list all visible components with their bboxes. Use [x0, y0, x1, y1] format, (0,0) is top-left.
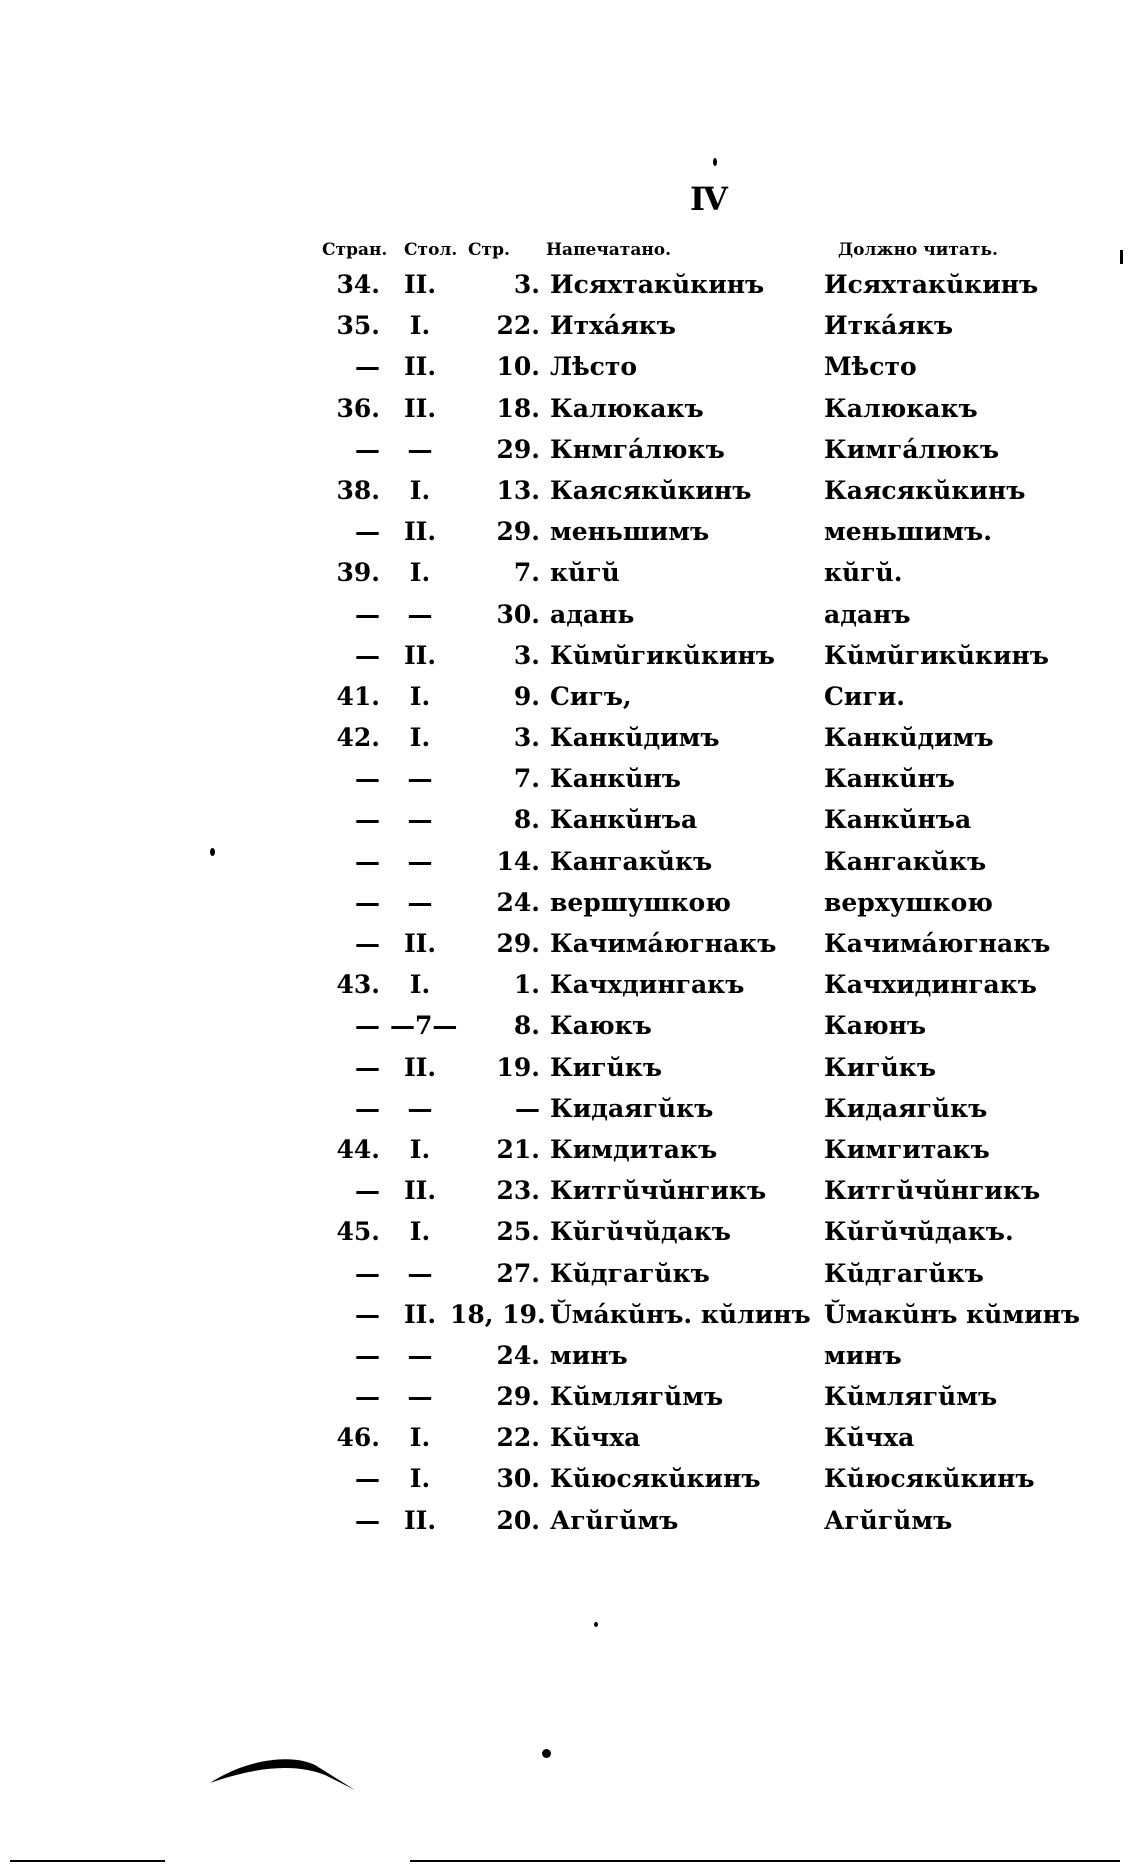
row-line: 3.	[513, 723, 540, 753]
row-line: 30.	[496, 599, 540, 629]
row-should-read: Иткáякъ	[824, 311, 954, 341]
row-line: 19.	[496, 1052, 540, 1082]
row-should-read: Исяхтакŭкинъ	[824, 270, 1039, 299]
errata-row	[318, 970, 1058, 1011]
row-page-number: 36.	[336, 393, 380, 423]
row-line: —	[515, 1093, 540, 1123]
row-line: 13.	[496, 475, 540, 505]
row-column: —	[407, 1258, 433, 1288]
row-printed: Качхдингакъ	[550, 970, 745, 1000]
row-should-read: Кŭмŭгикŭкинъ	[824, 640, 1049, 670]
row-printed: Калюкакъ	[550, 393, 704, 423]
row-printed: Лѣсто	[550, 352, 638, 382]
errata-row	[318, 270, 1058, 311]
errata-row	[318, 1011, 1058, 1052]
row-line: 24.	[496, 887, 540, 917]
header-page: Стран.	[322, 240, 388, 260]
row-should-read: Канкŭдимъ	[824, 723, 994, 753]
row-column: —	[407, 599, 433, 629]
row-line: 29.	[496, 434, 540, 464]
row-column: II.	[403, 1299, 437, 1329]
row-column: —	[407, 887, 433, 917]
row-column: —	[407, 1382, 433, 1412]
row-should-read: Кŭюсякŭкинъ	[824, 1464, 1035, 1494]
row-column: I.	[409, 1217, 431, 1247]
header-printed: Напечатано.	[546, 240, 672, 260]
row-printed: Кангакŭкъ	[550, 846, 713, 876]
errata-row	[318, 888, 1058, 929]
page-number: IV	[690, 180, 726, 218]
errata-row	[318, 1176, 1058, 1217]
row-should-read: Канкŭнъ	[824, 764, 955, 794]
row-line: 25.	[496, 1217, 540, 1247]
errata-rows	[318, 270, 1081, 1547]
row-should-read: Кимгáлюкъ	[824, 434, 1000, 464]
row-column: I.	[409, 1464, 431, 1494]
row-line: 21.	[496, 1134, 540, 1164]
ink-speck	[542, 1749, 551, 1758]
ink-flourish-icon	[205, 1735, 375, 1795]
row-printed: Кигŭкъ	[550, 1052, 663, 1082]
row-page-number: —	[355, 764, 380, 794]
row-should-read: Качхидингакъ	[824, 970, 1037, 1000]
errata-row	[318, 1135, 1058, 1176]
row-line: 20.	[496, 1505, 540, 1535]
errata-row	[318, 1259, 1058, 1300]
errata-row	[318, 641, 1058, 682]
row-page-number: —	[355, 640, 380, 670]
row-should-read: верхушкою	[824, 887, 993, 917]
row-page-number: —	[355, 1382, 380, 1412]
row-line: 29.	[496, 517, 540, 547]
row-printed: Итхáякъ	[550, 311, 676, 341]
row-column: I.	[409, 1134, 431, 1164]
bottom-rule-left	[10, 1860, 165, 1862]
errata-header-row	[318, 240, 1058, 270]
row-page-number: —	[355, 599, 380, 629]
row-line: 8.	[513, 1011, 540, 1041]
row-page-number: 44.	[336, 1134, 380, 1164]
row-printed: Ŭмáкŭнъ. кŭлинъ	[550, 1299, 811, 1329]
row-column: II.	[403, 1505, 437, 1535]
row-page-number: —	[355, 1464, 380, 1494]
row-printed: Кŭюсякŭкинъ	[550, 1464, 761, 1494]
header-read: Должно читать.	[838, 240, 998, 260]
header-column: Стол.	[404, 240, 458, 260]
row-line: 8.	[513, 805, 540, 835]
row-line: 7.	[513, 558, 540, 588]
row-page-number: —	[355, 1340, 380, 1370]
row-should-read: Ŭмакŭнъ кŭминъ	[824, 1299, 1081, 1329]
row-should-read: аданъ	[824, 599, 911, 629]
ink-speck	[1120, 250, 1123, 264]
row-column: II.	[403, 270, 437, 299]
row-column: II.	[403, 929, 437, 958]
row-page-number: 45.	[336, 1217, 380, 1247]
row-printed: Китгŭчŭнгикъ	[550, 1176, 767, 1206]
row-line: 29.	[496, 929, 540, 958]
row-line: 24.	[496, 1340, 540, 1370]
row-should-read: минъ	[824, 1340, 902, 1370]
row-printed: Кŭчха	[550, 1423, 641, 1453]
errata-row	[318, 435, 1058, 476]
row-line: 14.	[496, 846, 540, 876]
row-column: I.	[409, 311, 431, 341]
errata-row	[318, 600, 1058, 641]
errata-row	[318, 476, 1058, 517]
row-should-read: меньшимъ.	[824, 517, 992, 547]
row-printed: Кидаягŭкъ	[550, 1093, 714, 1123]
errata-row	[318, 1094, 1058, 1135]
errata-row	[318, 352, 1058, 393]
row-column: I.	[409, 1423, 431, 1453]
row-printed: Кŭмлягŭмъ	[550, 1382, 724, 1412]
row-column: —	[407, 1093, 433, 1123]
row-line: 9.	[513, 681, 540, 711]
row-should-read: Кŭгŭчŭдакъ.	[824, 1217, 1014, 1247]
row-column: —	[407, 1340, 433, 1370]
row-printed: Каюкъ	[550, 1011, 652, 1041]
row-should-read: Китгŭчŭнгикъ	[824, 1176, 1041, 1206]
row-column: II.	[403, 352, 437, 382]
row-line: 3.	[513, 270, 540, 299]
row-should-read: Кангакŭкъ	[824, 846, 987, 876]
row-printed: Кŭдгагŭкъ	[550, 1258, 710, 1288]
row-page-number: —	[355, 929, 380, 958]
row-column: I.	[409, 723, 431, 753]
row-page-number: —	[355, 1505, 380, 1535]
ink-speck	[713, 158, 717, 166]
row-column: I.	[409, 970, 431, 1000]
row-printed: минъ	[550, 1340, 628, 1370]
ink-speck	[594, 1622, 598, 1627]
row-page-number: —	[355, 1176, 380, 1206]
row-column: I.	[409, 475, 431, 505]
row-should-read: Качимáюгнакъ	[824, 929, 1051, 958]
row-printed: Кŭмŭгикŭкинъ	[550, 640, 775, 670]
errata-row	[318, 1382, 1058, 1423]
errata-row	[318, 805, 1058, 846]
row-page-number: —	[355, 846, 380, 876]
row-should-read: Кŭдгагŭкъ	[824, 1258, 984, 1288]
row-column: II.	[403, 393, 437, 423]
row-page-number: —	[355, 352, 380, 382]
errata-row	[318, 1217, 1058, 1258]
row-should-read: Кŭчха	[824, 1423, 915, 1453]
errata-row	[318, 1341, 1058, 1382]
row-column: I.	[409, 558, 431, 588]
row-should-read: Кŭмлягŭмъ	[824, 1382, 998, 1412]
row-line: 22.	[496, 1423, 540, 1453]
row-should-read: Каюнъ	[824, 1011, 927, 1041]
errata-row	[318, 311, 1058, 352]
row-printed: вершушкою	[550, 887, 731, 917]
row-line: 3.	[513, 640, 540, 670]
row-page-number: —	[355, 1052, 380, 1082]
row-page-number: 41.	[336, 681, 380, 711]
row-printed: адань	[550, 599, 635, 629]
row-line: 7.	[513, 764, 540, 794]
row-should-read: Кидаягŭкъ	[824, 1093, 988, 1123]
row-page-number: —	[355, 1299, 380, 1329]
row-line: 10.	[496, 352, 540, 382]
row-should-read: Канкŭнъа	[824, 805, 972, 835]
errata-row	[318, 929, 1058, 970]
row-line: 18, 19.	[450, 1299, 546, 1329]
row-line: 30.	[496, 1464, 540, 1494]
row-line: 1.	[513, 970, 540, 1000]
errata-row	[318, 1299, 1081, 1341]
row-printed: Качимáюгнакъ	[550, 929, 777, 958]
row-page-number: 46.	[336, 1423, 380, 1453]
ink-speck	[210, 848, 215, 856]
row-page-number: —	[355, 887, 380, 917]
row-printed: кŭгŭ	[550, 558, 620, 588]
row-should-read: Кимгитакъ	[824, 1134, 990, 1164]
row-printed: Канкŭнъа	[550, 805, 698, 835]
row-line: 23.	[496, 1176, 540, 1206]
row-line: 22.	[496, 311, 540, 341]
row-printed: Канкŭнъ	[550, 764, 681, 794]
errata-row	[318, 1506, 1058, 1547]
errata-row	[318, 1464, 1058, 1505]
row-column: II.	[403, 1052, 437, 1082]
row-should-read: Кигŭкъ	[824, 1052, 937, 1082]
row-printed: Канкŭдимъ	[550, 723, 720, 753]
row-printed: Сигъ,	[550, 681, 632, 711]
errata-row	[318, 394, 1058, 435]
row-column: —	[407, 764, 433, 794]
row-should-read: Калюкакъ	[824, 393, 978, 423]
row-column: —	[407, 805, 433, 835]
row-column: —	[407, 434, 433, 464]
row-printed: Каясякŭкинъ	[550, 475, 752, 505]
row-page-number: —	[355, 1258, 380, 1288]
errata-row	[318, 723, 1058, 764]
row-printed: меньшимъ	[550, 517, 710, 547]
row-printed: Агŭгŭмъ	[550, 1505, 679, 1535]
row-page-number: 34.	[336, 270, 380, 299]
row-line: 18.	[496, 393, 540, 423]
errata-row	[318, 1053, 1058, 1094]
row-column: II.	[403, 1176, 437, 1206]
row-page-number: —	[355, 1011, 380, 1041]
errata-row	[318, 517, 1058, 558]
row-printed: Кимдитакъ	[550, 1134, 718, 1164]
row-should-read: кŭгŭ.	[824, 558, 903, 588]
row-page-number: —	[355, 1093, 380, 1123]
row-column: II.	[403, 640, 437, 670]
row-printed: Кŭгŭчŭдакъ	[550, 1217, 731, 1247]
row-column: —	[407, 846, 433, 876]
row-column: II.	[403, 517, 437, 547]
errata-row	[318, 847, 1058, 888]
row-should-read: Агŭгŭмъ	[824, 1505, 953, 1535]
row-should-read: Мѣсто	[824, 352, 917, 382]
errata-table	[318, 240, 1081, 1547]
row-page-number: 39.	[336, 558, 380, 588]
row-page-number: 42.	[336, 723, 380, 753]
row-page-number: 38.	[336, 475, 380, 505]
row-should-read: Сиги.	[824, 681, 906, 711]
row-page-number: 43.	[336, 970, 380, 1000]
errata-row	[318, 682, 1058, 723]
errata-row	[318, 1423, 1058, 1464]
row-line: 29.	[496, 1382, 540, 1412]
row-column: —7—	[390, 1011, 458, 1041]
row-printed: Исяхтакŭкинъ	[550, 270, 765, 299]
row-page-number: —	[355, 805, 380, 835]
row-column: I.	[409, 681, 431, 711]
bottom-rule-right	[410, 1860, 1120, 1862]
row-printed: Кнмгáлюкъ	[550, 434, 725, 464]
errata-row	[318, 558, 1058, 599]
header-line: Стр.	[468, 240, 510, 260]
row-page-number: —	[355, 517, 380, 547]
row-line: 27.	[496, 1258, 540, 1288]
errata-row	[318, 764, 1058, 805]
row-page-number: —	[355, 434, 380, 464]
row-page-number: 35.	[336, 311, 380, 341]
row-should-read: Каясякŭкинъ	[824, 475, 1026, 505]
